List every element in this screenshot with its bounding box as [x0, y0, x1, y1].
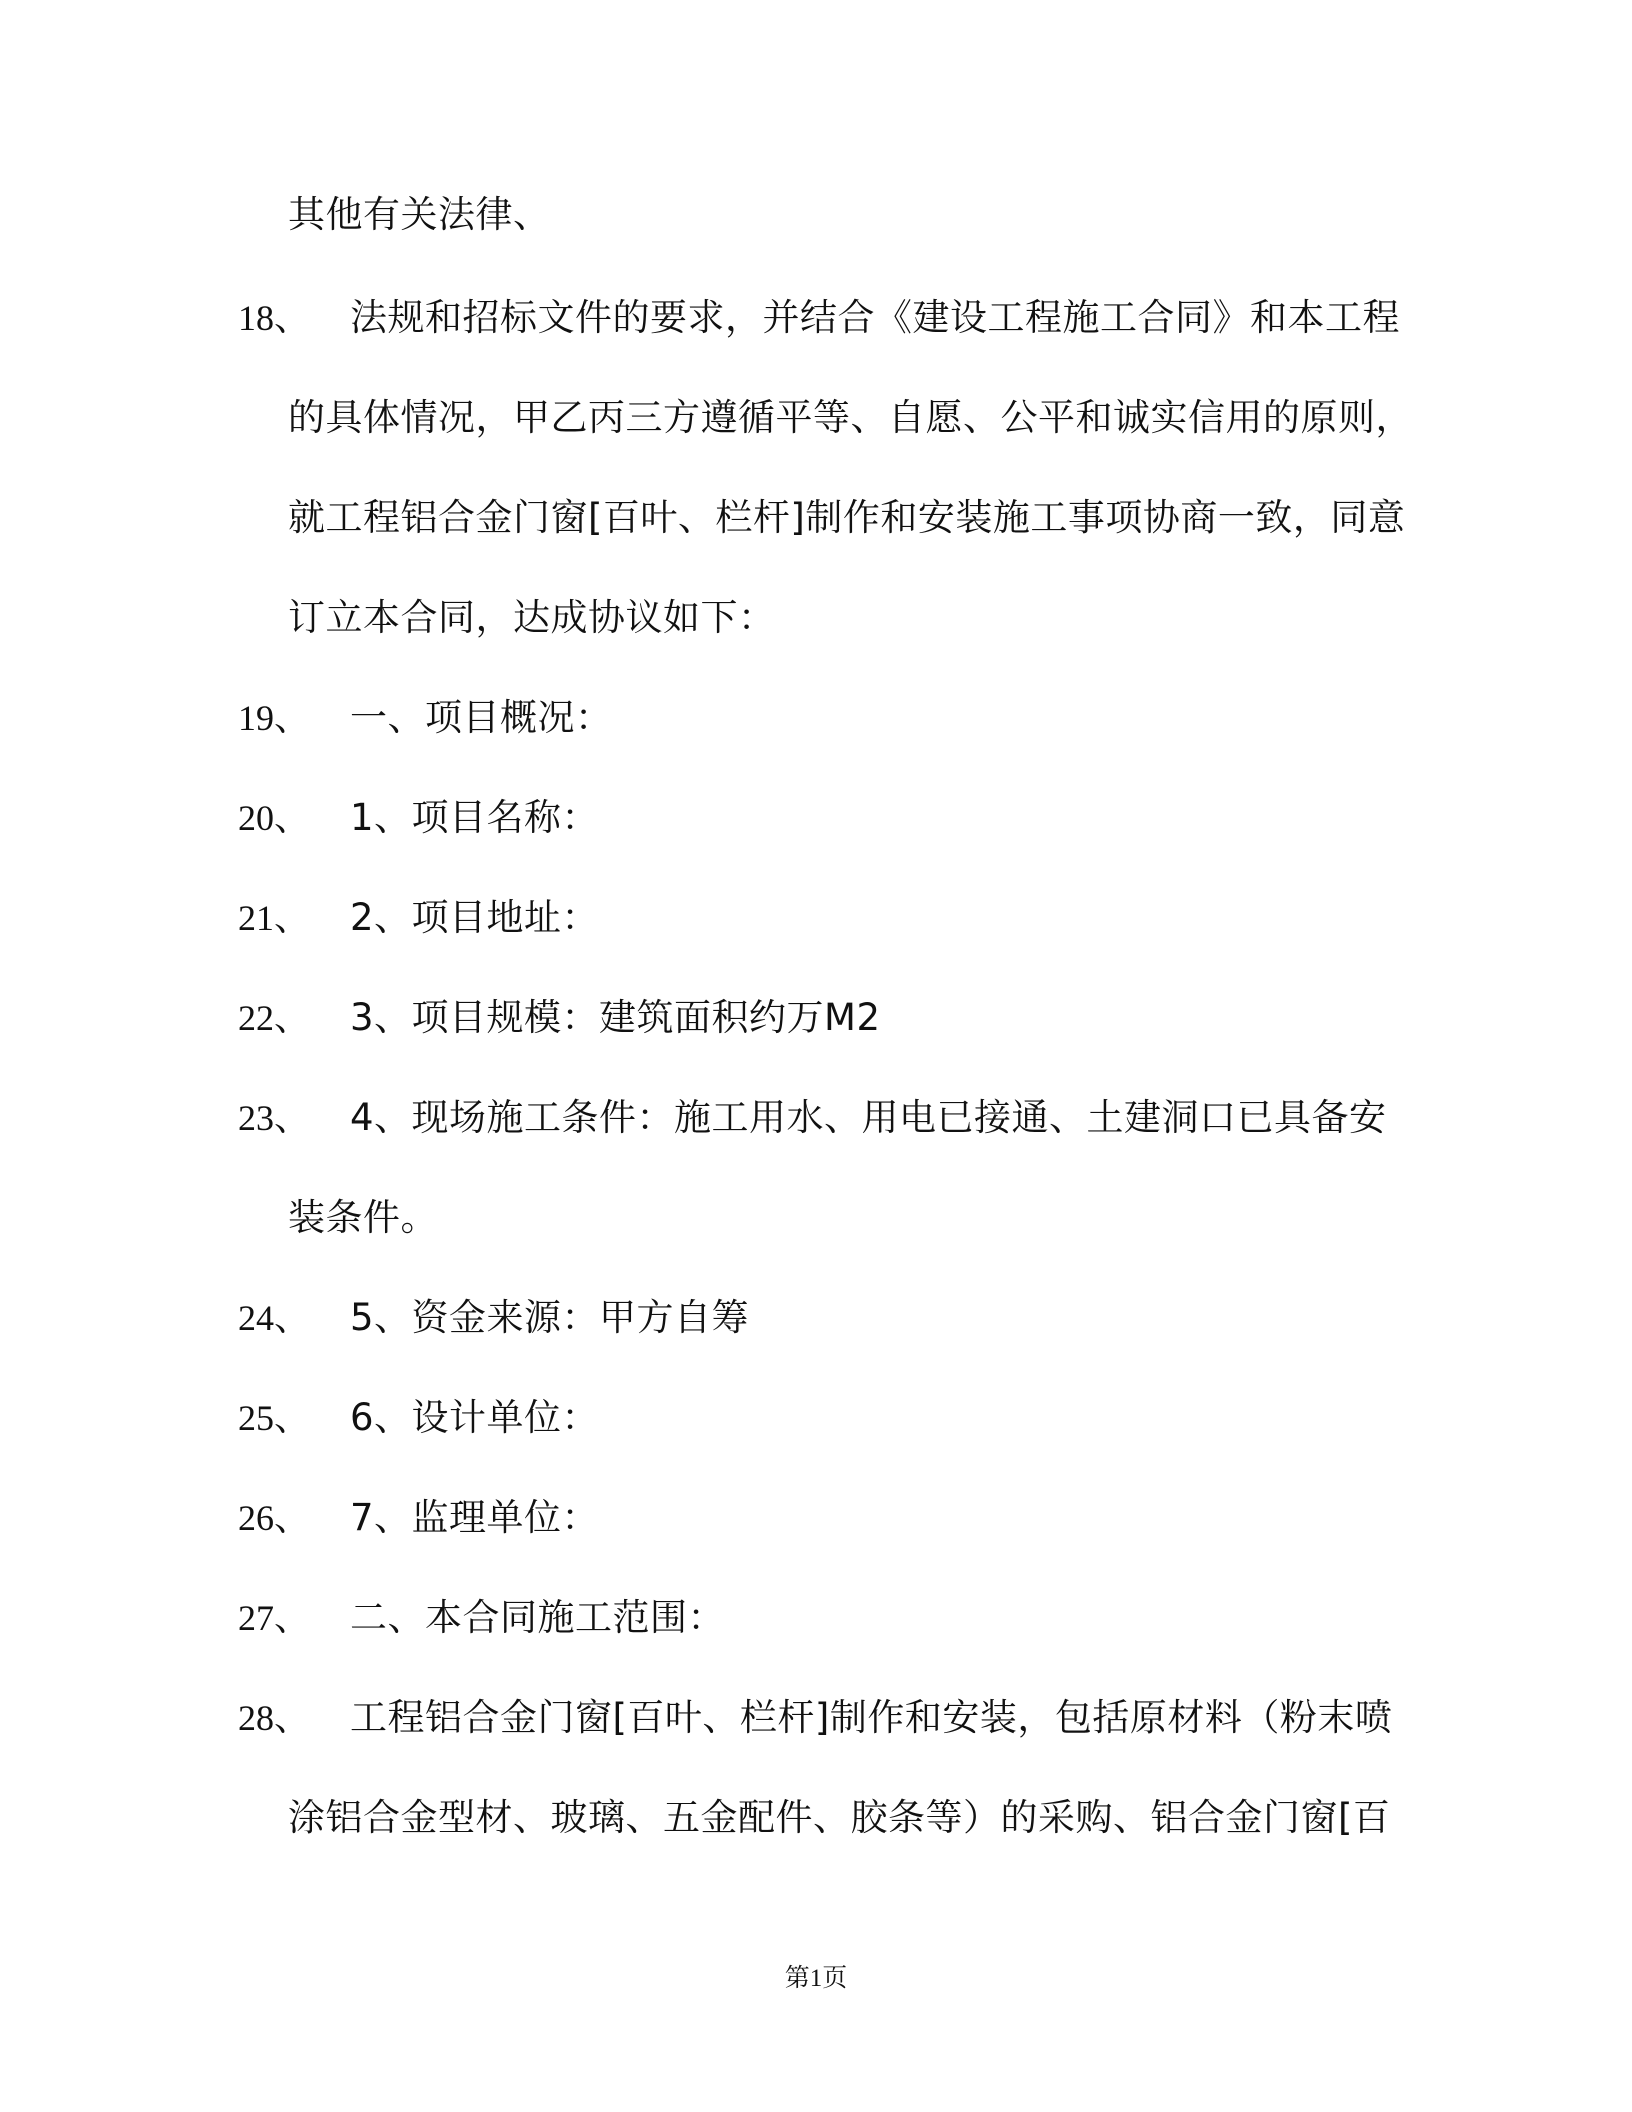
paragraph-number: 25、	[238, 1398, 311, 1438]
paragraph-number: 23、	[238, 1098, 311, 1138]
paragraph-line: 订立本合同，达成协议如下：	[288, 596, 776, 639]
paragraph-line: 其他有关法律、	[288, 193, 551, 236]
paragraph-number: 21、	[238, 898, 311, 938]
paragraph-line: 装条件。	[288, 1196, 438, 1239]
paragraph-number: 27、	[238, 1598, 311, 1638]
paragraph-number: 18、	[238, 298, 311, 338]
paragraph-line: 6、设计单位：	[350, 1396, 600, 1439]
page-number: 第1页	[784, 1965, 848, 1992]
page-footer	[0, 1962, 1632, 1996]
paragraph-number: 26、	[238, 1498, 311, 1538]
paragraph-line: 涂铝合金型材、玻璃、五金配件、胶条等）的采购、铝合金门窗[百	[288, 1796, 1391, 1839]
paragraph-number: 22、	[238, 998, 311, 1038]
paragraph-number: 20、	[238, 798, 311, 838]
paragraph-line: 二、本合同施工范围：	[350, 1596, 725, 1639]
paragraph-line: 4、现场施工条件：施工用水、用电已接通、土建洞口已具备安	[350, 1096, 1387, 1139]
paragraph-number: 28、	[238, 1698, 311, 1738]
paragraph-line: 法规和招标文件的要求，并结合《建设工程施工合同》和本工程	[350, 296, 1400, 339]
paragraph-number: 19、	[238, 698, 311, 738]
paragraph-line: 3、项目规模：建筑面积约万M2	[350, 996, 881, 1039]
paragraph-line: 7、监理单位：	[350, 1496, 600, 1539]
paragraph-line: 一、项目概况：	[350, 696, 613, 739]
paragraph-line: 就工程铝合金门窗[百叶、栏杆]制作和安装施工事项协商一致，同意	[288, 496, 1406, 539]
paragraph-line: 1、项目名称：	[350, 796, 600, 839]
paragraph-line: 5、资金来源：甲方自筹	[350, 1296, 750, 1339]
paragraph-line: 2、项目地址：	[350, 896, 600, 939]
paragraph-number: 24、	[238, 1298, 311, 1338]
paragraph-line: 工程铝合金门窗[百叶、栏杆]制作和安装，包括原材料（粉末喷	[350, 1696, 1393, 1739]
paragraph-line: 的具体情况，甲乙丙三方遵循平等、自愿、公平和诚实信用的原则，	[288, 396, 1413, 439]
